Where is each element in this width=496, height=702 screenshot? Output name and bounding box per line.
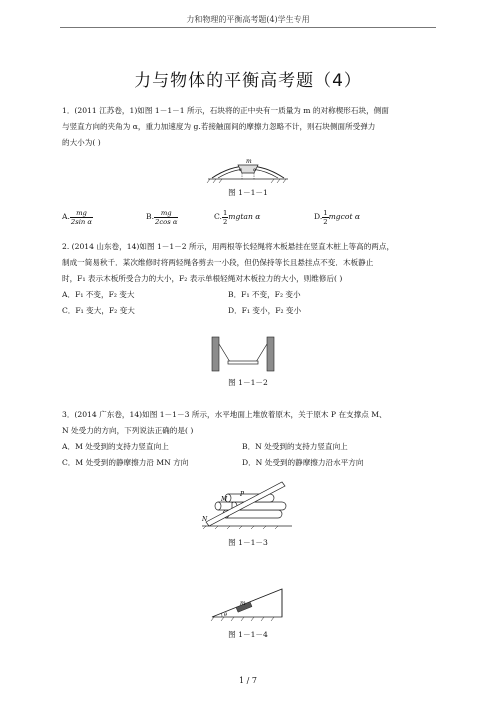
q3-fig-label-n: N [202,516,208,523]
q2-figure-caption: 图 1－1－2 [228,378,268,387]
q3-option-c: C．M 处受到的静摩擦力沿 MN 方向 [62,458,189,467]
q1-option-a-num: mg [70,209,93,218]
q4-fig-angle-label: θ [224,612,228,618]
q1-option-c-num: 1 [222,208,228,217]
q3-line-1: 3．(2014 广东卷，14)如图 1－1－3 所示，水平地面上堆放着原木，关于原木 P 在支撑点 M、 [62,410,387,419]
q1-option-d-letter: D. [314,212,323,221]
q1-option-b-den: 2cos α [155,217,178,226]
q1-option-c-den: 2 [222,217,228,226]
q4-fig-mass-label: m [240,600,246,607]
q2-line-2: 制成一简易秋千．某次维修时将两轻绳各剪去一小段，但仍保持等长且悬挂点不变．木板静止 [62,258,374,267]
figure-1-1-1 [198,152,298,186]
q2-option-c: C．F₁ 变大，F₂ 变大 [62,306,135,315]
q2-option-d: D．F₁ 变小，F₂ 变小 [228,306,302,315]
q2-option-a: A．F₁ 不变，F₂ 变大 [62,290,135,299]
page-number: 1 / 7 [239,676,257,685]
q1-fig-angle-label-right: α [253,168,257,173]
q1-option-a [62,208,93,226]
q3-fig-label-m: M [221,496,228,503]
q1-option-c-letter: C. [214,212,222,221]
q1-option-b-letter: B. [146,212,154,221]
page-header: 力和物理的平衡高考题(4)学生专用 [186,15,310,24]
q3-fig-label-p: P [240,491,245,498]
q3-option-d: D．N 处受到的静摩擦力沿水平方向 [242,458,364,467]
q3-figure-caption: 图 1－1－3 [228,538,268,547]
q3-option-a: A．M 处受到的支持力竖直向上 [62,442,169,451]
q1-option-a-den: 2sin α [70,217,93,226]
q1-option-c [214,208,260,226]
figure-1-1-4 [206,583,288,623]
q1-option-d-num: 1 [323,208,328,217]
figure-1-1-2 [210,336,276,372]
q1-option-c-expr: mgtan α [228,212,261,221]
q1-option-d [314,208,360,226]
q1-line-3: 的大小为( ) [62,138,101,147]
q3-line-2: N 处受力的方向，下列说法正确的是( ) [62,426,194,435]
page-title: 力与物体的平衡高考题（4） [134,71,362,91]
q2-line-1: 2. (2014 山东卷，14)如图 1－1－2 所示，用两根等长轻绳将木板悬挂在竖直木桩上等高的两点， [62,242,395,251]
q2-line-3: 时，F₁ 表示木板所受合力的大小，F₂ 表示单根轻绳对木板拉力的大小，则维修后( ) [62,274,343,283]
q1-option-b [146,208,178,226]
header-rule [60,27,436,28]
q1-option-d-expr: mgcot α [328,212,361,221]
q1-option-b-num: mg [154,209,178,218]
q1-fig-angle-label-left: α [239,168,243,173]
figure-1-1-3 [198,474,296,530]
q4-figure-caption: 图 1－1－4 [228,630,268,639]
q1-option-a-letter: A. [62,212,70,221]
q1-line-1: 1．(2011 江苏卷，1)如图 1－1－1 所示，石块将的正中央有一质量为 m 的对称楔形石块，侧面 [62,106,389,115]
q1-option-d-den: 2 [323,217,328,226]
q1-line-2: 与竖直方向的夹角为 α，重力加速度为 g.若接触面间的摩擦力忽略不计，则石块侧面所受弹力 [62,122,376,131]
q2-option-b: B．F₁ 不变，F₂ 变小 [228,290,301,299]
q1-fig-mass-label: m [246,158,252,165]
q1-option-b-fraction [154,209,178,226]
q3-option-b: B．N 处受到的支持力竖直向上 [242,442,348,451]
q1-figure-caption: 图 1－1－1 [228,188,268,197]
q1-option-a-fraction [70,209,93,226]
